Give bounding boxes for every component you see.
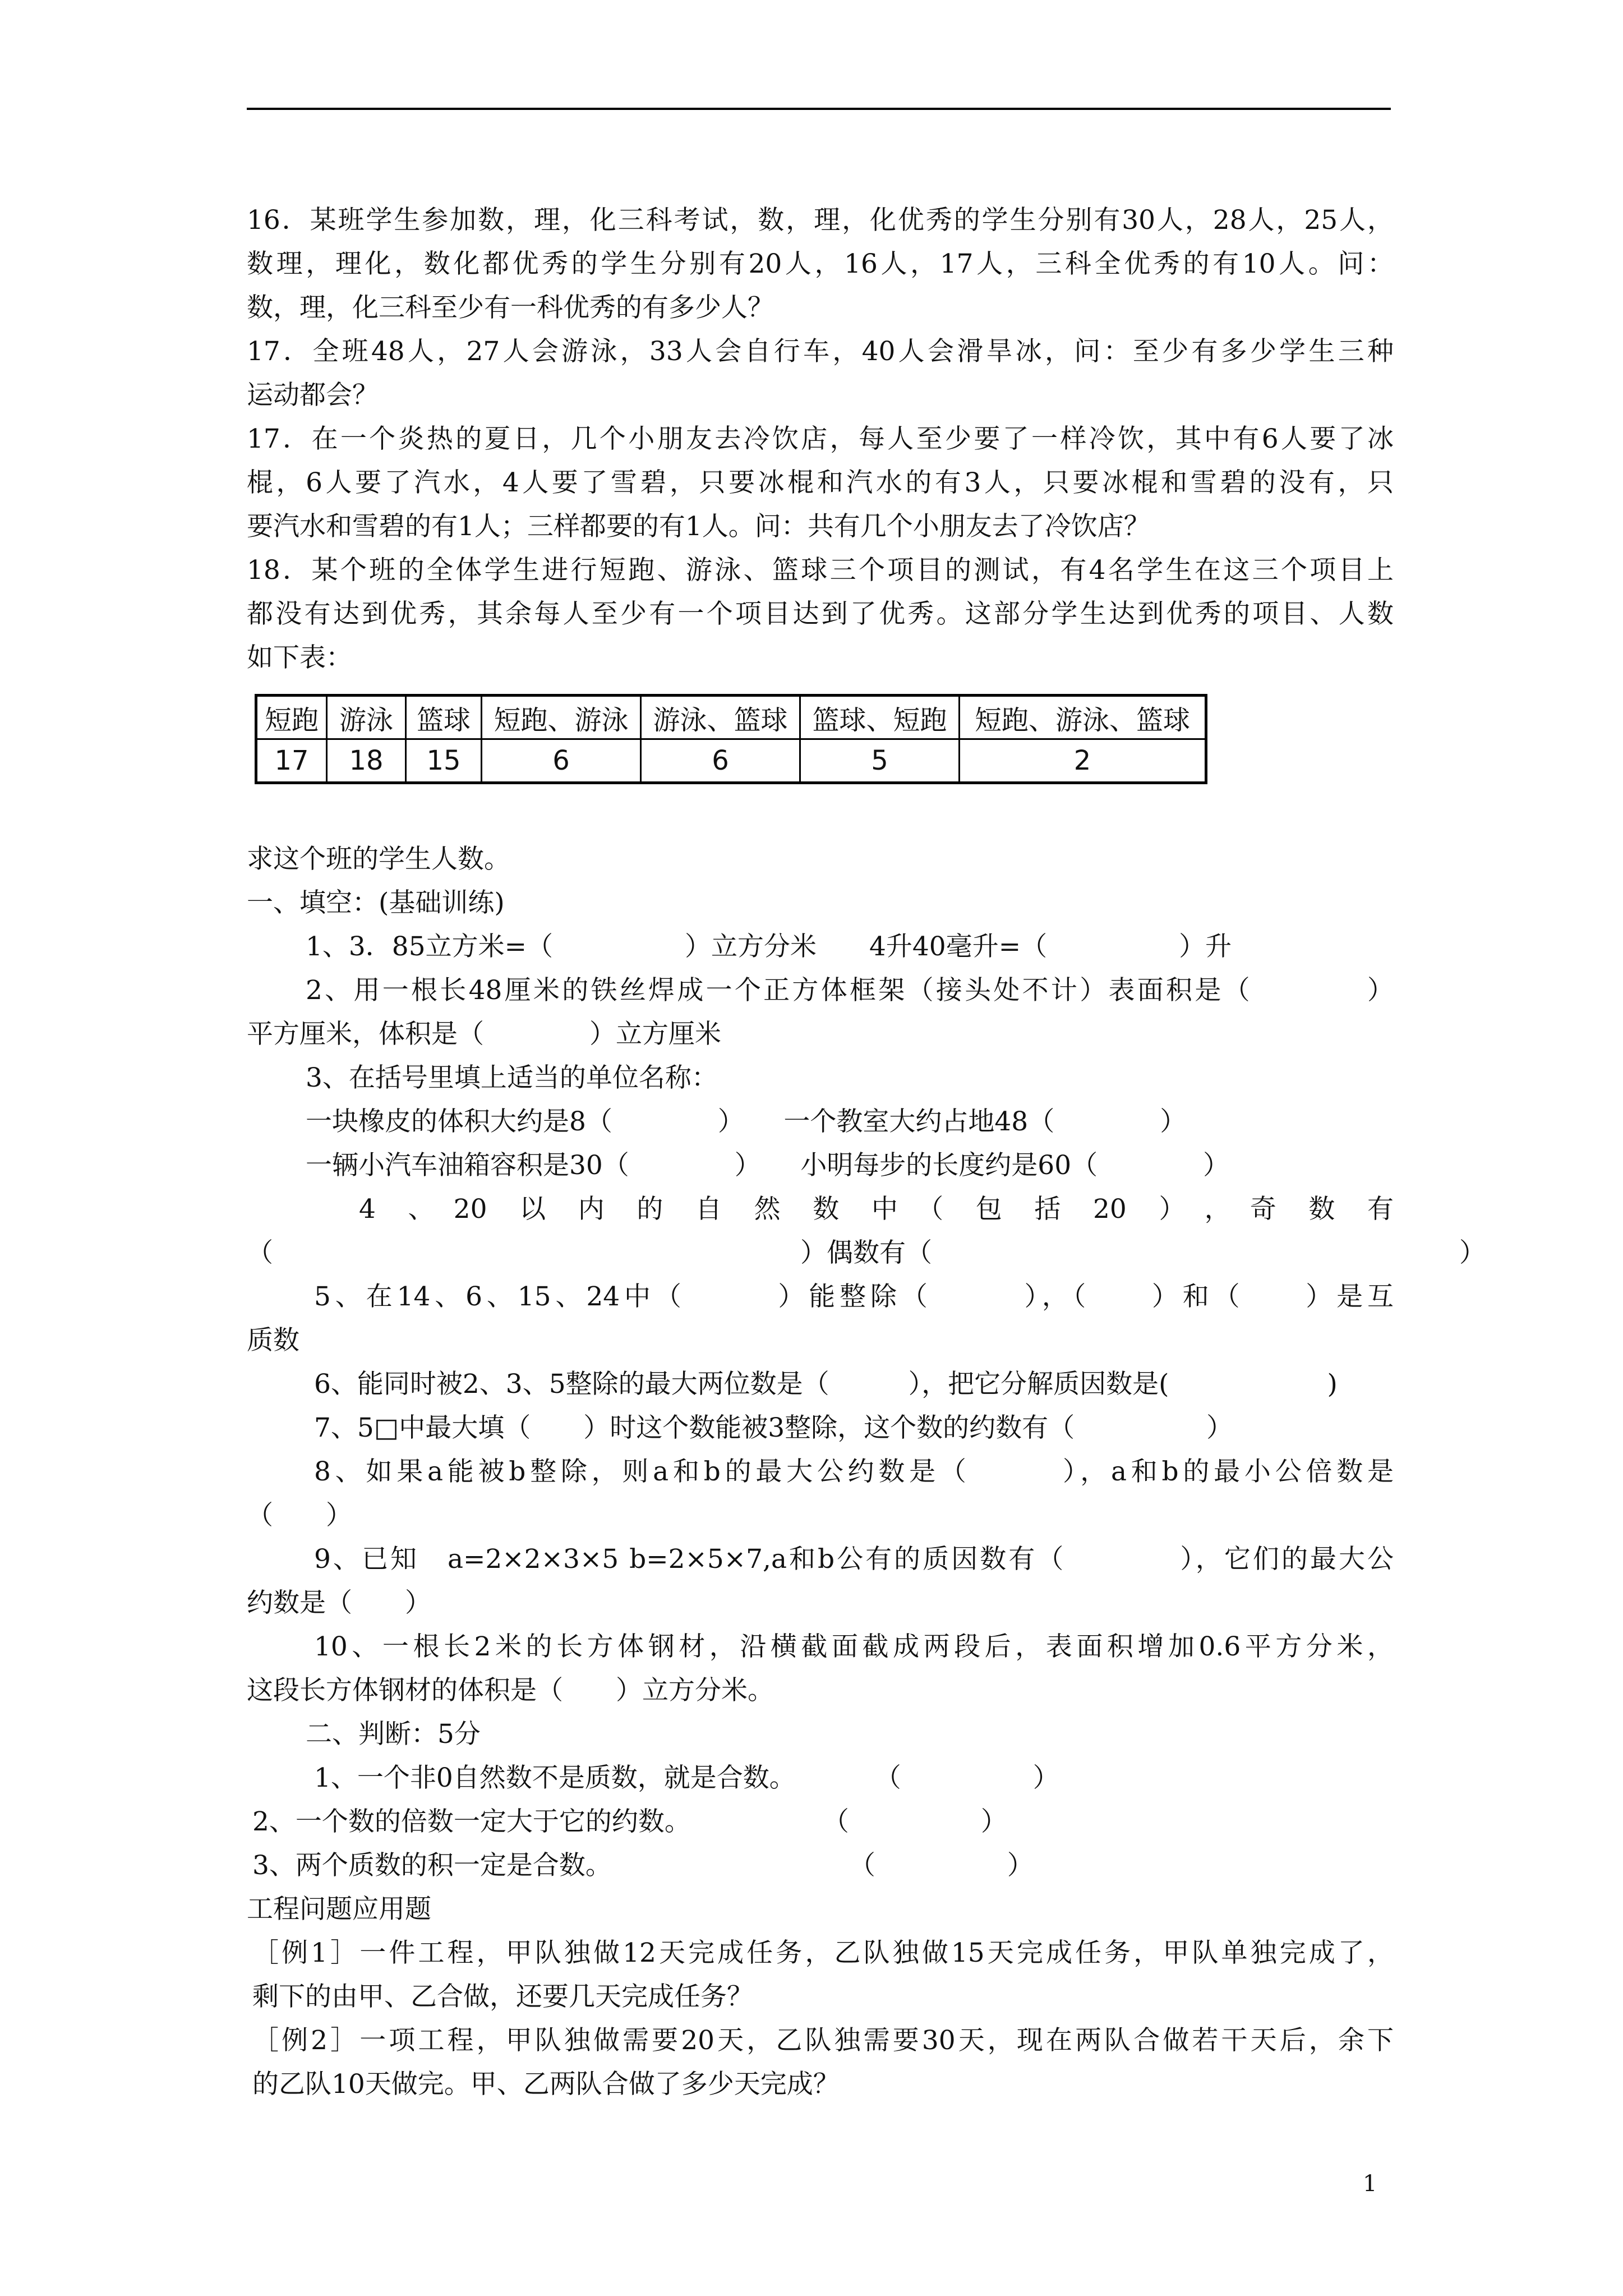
table-header-cell: 篮球 xyxy=(406,696,482,739)
header-rule xyxy=(247,108,1391,110)
fill-q1: 1、3．85立方米=（ ）立方分米 4升40毫升=（ ）升 xyxy=(306,931,1232,962)
table-value-cell: 6 xyxy=(482,739,641,783)
example-1-line-1: ［例1］一件工程，甲队独做12天完成任务，乙队独做15天完成任务，甲队单独完成了， xyxy=(252,1938,1394,1968)
fill-q10-line-1: 10、一根长2米的长方体钢材，沿横截面截成两段后，表面积增加0.6平方分米， xyxy=(314,1631,1394,1662)
fill-q7: 7、5□中最大填（ ）时这个数能被3整除，这个数的约数有（ ） xyxy=(314,1412,1233,1443)
problem-16-line-2: 数理，理化，数化都优秀的学生分别有20人，16人，17人，三科全优秀的有10人。问： xyxy=(247,249,1394,279)
problem-18-line-1: 18．某个班的全体学生进行短跑、游泳、篮球三个项目的测试，有4名学生在这三个项目上 xyxy=(247,555,1394,586)
problem-17b-line-3: 要汽水和雪碧的有1人；三样都要的有1人。问：共有几个小朋友去了冷饮店？ xyxy=(247,511,1150,542)
table-value-cell: 2 xyxy=(960,739,1206,783)
table-header-cell: 篮球、短跑 xyxy=(800,696,960,739)
fill-q3: 3、在括号里填上适当的单位名称： xyxy=(306,1062,718,1093)
judge-q2: 2、一个数的倍数一定大于它的约数。 （ ） xyxy=(252,1806,1007,1837)
problem-18-line-2: 都没有达到优秀，其余每人至少有一个项目达到了优秀。这部分学生达到优秀的项目、人数 xyxy=(247,599,1394,629)
judge-heading: 二、判断：5分 xyxy=(306,1719,481,1750)
table-header-cell: 短跑、游泳 xyxy=(482,696,641,739)
problem-16-line-1: 16．某班学生参加数，理，化三科考试，数，理，化优秀的学生分别有30人，28人，25人， xyxy=(247,205,1394,236)
table-header-cell: 游泳 xyxy=(327,696,406,739)
fill-q2-line-2: 平方厘米，体积是（ ）立方厘米 xyxy=(247,1019,721,1050)
fill-heading: 一、填空：(基础训练) xyxy=(247,887,505,918)
fill-q4-line-1: 4 、 20 以 内 的 自 然 数 中 （ 包 括 20 ） ， 奇 数 有 xyxy=(359,1194,1394,1225)
problem-18-line-3: 如下表： xyxy=(247,642,352,673)
table-value-cell: 18 xyxy=(327,739,406,783)
problem-16-line-3: 数，理，化三科至少有一科优秀的有多少人？ xyxy=(247,292,774,323)
example-2-line-2: 的乙队10天做完。甲、乙两队合做了多少天完成？ xyxy=(252,2069,840,2100)
fill-q8-line-1: 8、如果a能被b整除，则a和b的最大公约数是（ ），a和b的最小公倍数是 xyxy=(314,1456,1394,1487)
problem-17b-line-2: 棍，6人要了汽水，4人要了雪碧，只要冰棍和汽水的有3人，只要冰棍和雪碧的没有，只 xyxy=(247,467,1394,498)
judge-q1: 1、一个非0自然数不是质数，就是合数。 （ ） xyxy=(314,1763,1059,1793)
problem-17b-line-1: 17．在一个炎热的夏日，几个小朋友去冷饮店，每人至少要了一样冷饮，其中有6人要了冰 xyxy=(247,424,1394,454)
problem-17a-line-2: 运动都会？ xyxy=(247,380,379,411)
problem-17a-line-1: 17．全班48人，27人会游泳，33人会自行车，40人会滑旱冰，问：至少有多少学生三种 xyxy=(247,336,1394,367)
table-value-cell: 5 xyxy=(800,739,960,783)
example-1-line-2: 剩下的由甲、乙合做，还要几天完成任务？ xyxy=(252,1981,753,2012)
table-header-cell: 短跑 xyxy=(256,696,327,739)
judge-q3: 3、两个质数的积一定是合数。 （ ） xyxy=(252,1850,1034,1881)
excellence-table xyxy=(255,694,1207,784)
example-2-line-1: ［例2］一项工程，甲队独做需要20天，乙队独需要30天，现在两队合做若干天后，余下 xyxy=(252,2025,1394,2056)
table-header-row xyxy=(256,696,1206,739)
table-header-cell: 短跑、游泳、篮球 xyxy=(960,696,1206,739)
table-value-cell: 15 xyxy=(406,739,482,783)
table-value-cell: 17 xyxy=(256,739,327,783)
fill-q9-line-1: 9、已知 a=2×2×3×5 b=2×5×7,a和b公有的质因数有（ ），它们的最大公 xyxy=(314,1544,1394,1575)
fill-q3-line-a: 一块橡皮的体积大约是8（ ） 一个教室大约占地48（ ） xyxy=(306,1106,1187,1137)
table-value-row xyxy=(256,739,1206,783)
fill-q5-line-2: 质数 xyxy=(247,1325,299,1356)
fill-q5-line-1: 5、在14、6、15、24中（ ）能整除（ ），（ ）和（ ）是互 xyxy=(314,1281,1394,1312)
fill-q3-line-b: 一辆小汽车油箱容积是30（ ） 小明每步的长度约是60（ ） xyxy=(306,1150,1230,1181)
fill-q10-line-2: 这段长方体钢材的体积是（ ）立方分米。 xyxy=(247,1675,774,1706)
table-value-cell: 6 xyxy=(641,739,800,783)
fill-q4-line-2: （ ）偶数有（ ） xyxy=(247,1237,1486,1268)
page-number: 1 xyxy=(1363,2171,1377,2197)
engineering-heading: 工程问题应用题 xyxy=(247,1894,431,1925)
fill-q6: 6、能同时被2、3、5整除的最大两位数是（ ），把它分解质因数是( ) xyxy=(314,1369,1338,1400)
fill-q9-line-2: 约数是（ ） xyxy=(247,1588,431,1618)
fill-q8-line-2: （ ） xyxy=(247,1500,352,1531)
fill-q2-line-1: 2、用一根长48厘米的铁丝焊成一个正方体框架（接头处不计）表面积是（ ） xyxy=(306,975,1394,1006)
after-table-question: 求这个班的学生人数。 xyxy=(247,844,510,875)
table-header-cell: 游泳、篮球 xyxy=(641,696,800,739)
